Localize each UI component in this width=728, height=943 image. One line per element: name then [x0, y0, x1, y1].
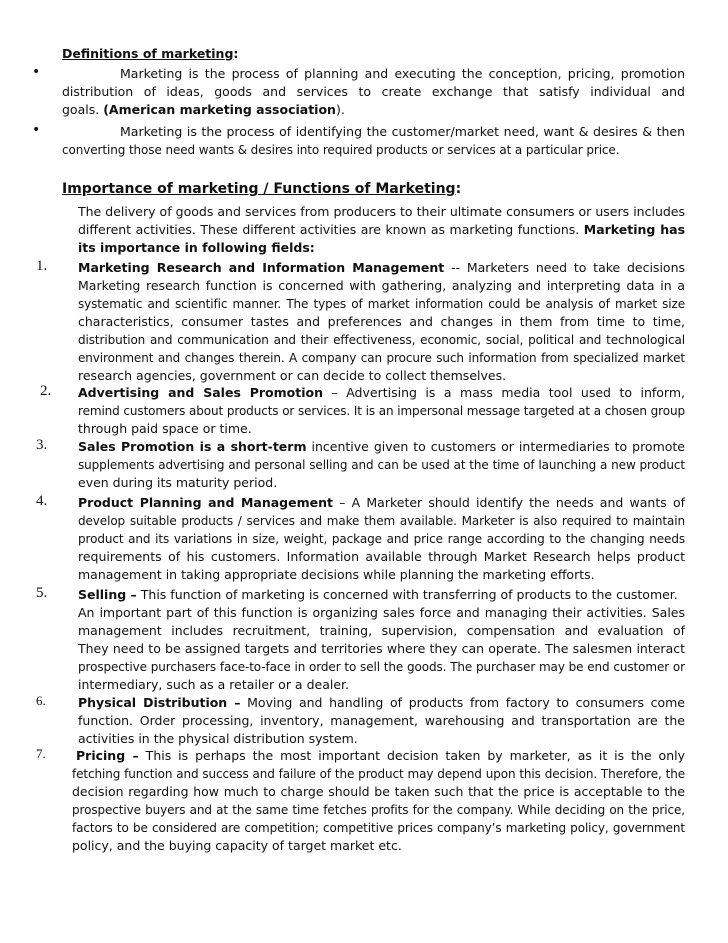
item-number: 1.: [36, 258, 48, 274]
importance-heading: Importance of marketing / Functions of Marketing:: [62, 181, 462, 197]
item-5-line-6: intermediary, such as a retailer or a dealer.: [78, 677, 349, 692]
item-7-line-4: prospective buyers and at the same time fetches profits for the company. While deciding on the price,: [72, 803, 685, 817]
item-3-line-2: supplements advertising and personal selling and can be used at the time of launching a new product: [78, 458, 685, 472]
item-4-line-5: management in taking appropriate decisions while planning the marketing efforts.: [78, 567, 595, 582]
item-1-line-1: Marketing Research and Information Management -- Marketers need to take decisions: [78, 260, 685, 275]
item-1-line-4: characteristics, consumer tastes and preferences and changes in them from time to time,: [78, 314, 685, 329]
item-6-line-3: activities in the physical distribution system.: [78, 731, 358, 746]
item-6-line-1: Physical Distribution – Moving and handling of products from factory to consumers come: [78, 695, 685, 710]
item-1-line-3: systematic and scientific manner. The types of market information could be analysis of market size: [78, 297, 685, 311]
item-2-line-3: through paid space or time.: [78, 421, 252, 436]
intro-line-2: different activities. These different activities are known as marketing functions. Marketing has: [78, 222, 685, 237]
item-1-line-6: environment and changes therein. A company can procure such information from specialized market: [78, 351, 685, 365]
bullet-dot: •: [32, 64, 41, 80]
item-1-line-7: research agencies, government or can decide to collect themselves.: [78, 368, 507, 383]
item-number: 7.: [36, 746, 46, 761]
definition-2-line-2: converting those need wants & desires into required products or services at a particular price.: [62, 143, 620, 157]
definition-1-line-3: goals. (American marketing association).: [62, 102, 345, 117]
item-5-line-3: management includes recruitment, training, supervision, compensation and evaluation of: [78, 623, 685, 638]
item-7-line-6: policy, and the buying capacity of target market etc.: [72, 838, 402, 853]
item-6-line-2: function. Order processing, inventory, management, warehousing and transportation are the: [78, 713, 685, 728]
item-number: 4.: [36, 493, 48, 509]
definition-2-line-1: Marketing is the process of identifying the customer/market need, want & desires & then: [120, 124, 685, 139]
item-4-line-1: Product Planning and Management – A Marketer should identify the needs and wants of: [78, 495, 685, 510]
item-1-line-2: Marketing research function is concerned with gathering, analyzing and interpreting data in a: [78, 278, 685, 293]
item-number: 6.: [36, 693, 46, 708]
item-4-line-2: develop suitable products / services and make them available. Marketer is also required to maintain: [78, 514, 685, 528]
item-4-line-3: product and its variations in size, weight, package and price range according to the changing needs: [78, 532, 685, 546]
item-4-line-4: requirements of his customers. Information available through Market Research helps product: [78, 549, 685, 564]
item-3-line-1: Sales Promotion is a short-term incentive given to customers or intermediaries to promote: [78, 439, 685, 454]
item-number: 3.: [36, 437, 48, 453]
definitions-heading: Definitions of marketing:: [62, 46, 239, 61]
definition-1-line-2: distribution of ideas, goods and services to create exchange that satisfy individual and: [62, 84, 685, 99]
item-5-line-4: They need to be assigned targets and territories where they can operate. The salesmen interact: [78, 641, 685, 656]
item-7-line-3: decision regarding how much to charge should be taken such that the price is acceptable to the: [72, 784, 685, 799]
item-7-line-5: factors to be considered are competition; competitive prices company’s marketing policy, government: [72, 821, 685, 835]
item-3-line-3: even during its maturity period.: [78, 475, 278, 490]
item-7-line-1: Pricing – This is perhaps the most important decision taken by marketer, as it is the only: [76, 748, 685, 763]
item-5-line-5: prospective purchasers face-to-face in order to sell the goods. The purchaser may be end customer or: [78, 660, 685, 674]
definition-1-line-1: Marketing is the process of planning and executing the conception, pricing, promotion: [120, 66, 685, 81]
item-2-line-1: Advertising and Sales Promotion – Advertising is a mass media tool used to inform,: [78, 385, 685, 400]
item-2-line-2: remind customers about products or services. It is an impersonal message targeted at a chosen group: [78, 404, 685, 418]
intro-line-3: its importance in following fields:: [78, 240, 315, 255]
item-number: 5.: [36, 585, 48, 601]
item-number: 2.: [40, 383, 52, 399]
item-5-line-1: Selling – This function of marketing is concerned with transferring of products to the customer.: [78, 587, 678, 602]
intro-line-1: The delivery of goods and services from producers to their ultimate consumers or users includes: [78, 204, 685, 219]
item-7-line-2: fetching function and success and failure of the product may depend upon this decision. Therefore, the: [72, 767, 685, 781]
bullet-dot: •: [32, 122, 41, 138]
item-5-line-2: An important part of this function is organizing sales force and managing their activities. Sales: [78, 605, 685, 620]
item-1-line-5: distribution and communication and their effectiveness, economic, social, political and technological: [78, 333, 685, 347]
